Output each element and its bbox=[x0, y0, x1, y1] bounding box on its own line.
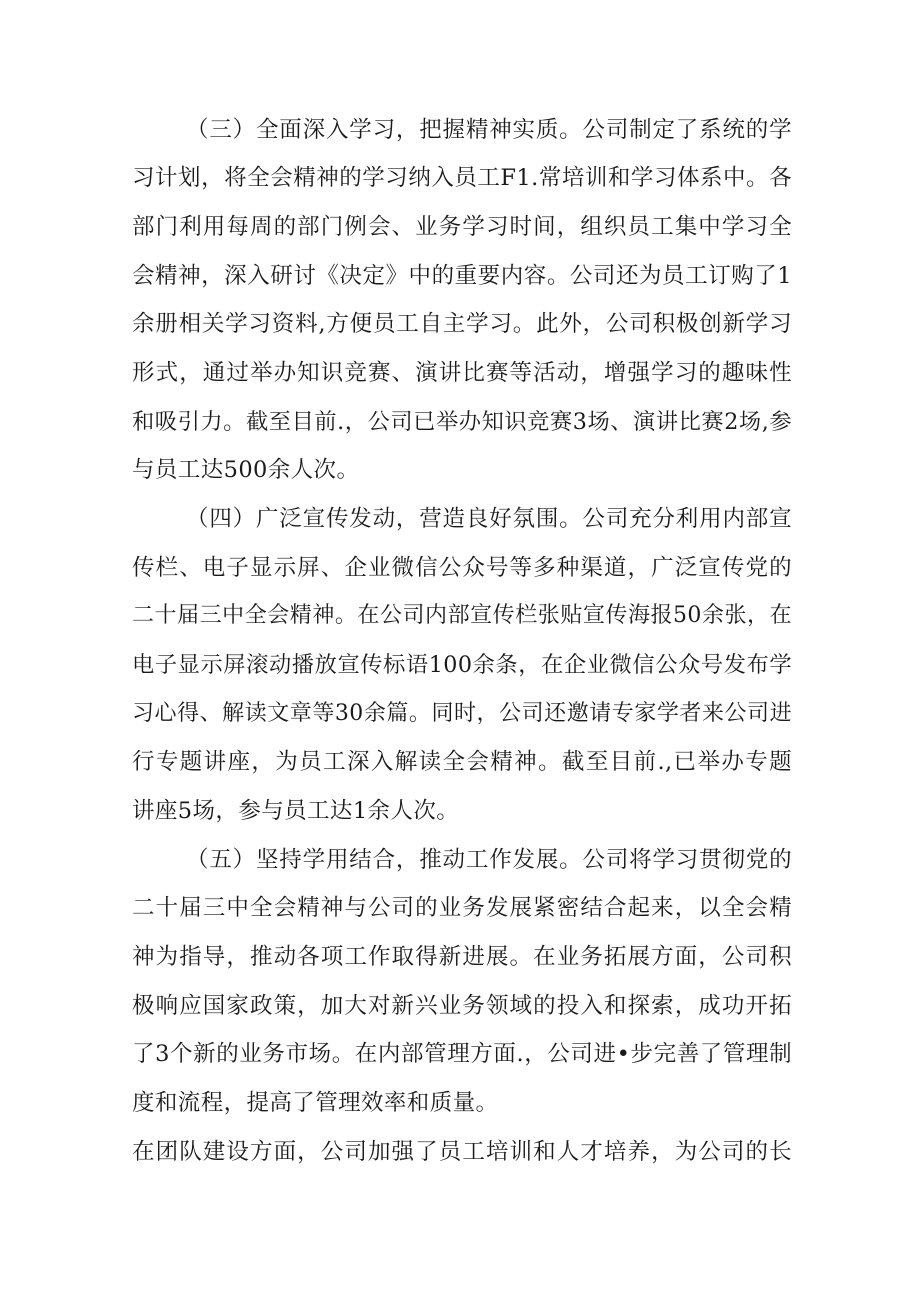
text-line: 度和流程，提高了管理效率和质量。 bbox=[132, 1090, 499, 1116]
text-line: 习心得、解读文章等30余篇。同时，公司还邀请专家学者来公司进 bbox=[132, 701, 792, 726]
text-line: 形式，通过举办知识竞赛、演讲比赛等活动，增强学习的趣味性 bbox=[132, 360, 792, 386]
text-line: 二十届三中全会精神与公司的业务发展紧密结合起来，以全会精 bbox=[132, 895, 792, 921]
text-line: （三）全面深入学习，把握精神实质。公司制定了系统的学 bbox=[186, 117, 792, 143]
text-line: 余册相关学习资料,方便员工自主学习。此外，公司积极创新学习 bbox=[132, 311, 792, 337]
text-line: 传栏、电子显示屏、企业微信公众号等多种渠道，广泛宣传党的 bbox=[132, 555, 792, 581]
text-line: （四）广泛宣传发动，营造良好氛围。公司充分利用内部宣 bbox=[186, 506, 792, 532]
text-line: 行专题讲座，为员工深入解读全会精神。截至目前.,已举办专题 bbox=[132, 749, 792, 775]
text-line: 会精神，深入研讨《决定》中的重要内容。公司还为员工订购了1 bbox=[132, 263, 792, 289]
text-line: 部门利用每周的部门例会、业务学习时间，组织员工集中学习全 bbox=[132, 214, 792, 240]
text-line: （五）坚持学用结合，推动工作发展。公司将学习贯彻党的 bbox=[186, 847, 792, 873]
text-line: 电子显示屏滚动播放宣传标语100余条，在企业微信公众号发布学 bbox=[132, 652, 792, 678]
text-line: 极响应国家政策，加大对新兴业务领域的投入和探索，成功开拓 bbox=[132, 993, 792, 1019]
text-line: 习计划，将全会精神的学习纳入员工F1.常培训和学习体系中。各 bbox=[132, 165, 792, 191]
text-line: 和吸引力。截至目前.，公司已举办知识竞赛3场、演讲比赛2场,参 bbox=[132, 409, 792, 435]
text-line: 神为指导，推动各项工作取得新进展。在业务拓展方面，公司积 bbox=[132, 944, 792, 970]
text-line: 二十届三中全会精神。在公司内部宣传栏张贴宣传海报50余张，在 bbox=[132, 603, 792, 628]
text-line: 与员工达500余人次。 bbox=[132, 457, 360, 483]
text-line: 了3个新的业务市场。在内部管理方面.，公司进•步完善了管理制 bbox=[132, 1041, 792, 1067]
text-line: 讲座5场，参与员工达1余人次。 bbox=[132, 798, 460, 824]
text-line: 在团队建设方面，公司加强了员工培训和人才培养，为公司的长 bbox=[132, 1139, 792, 1165]
